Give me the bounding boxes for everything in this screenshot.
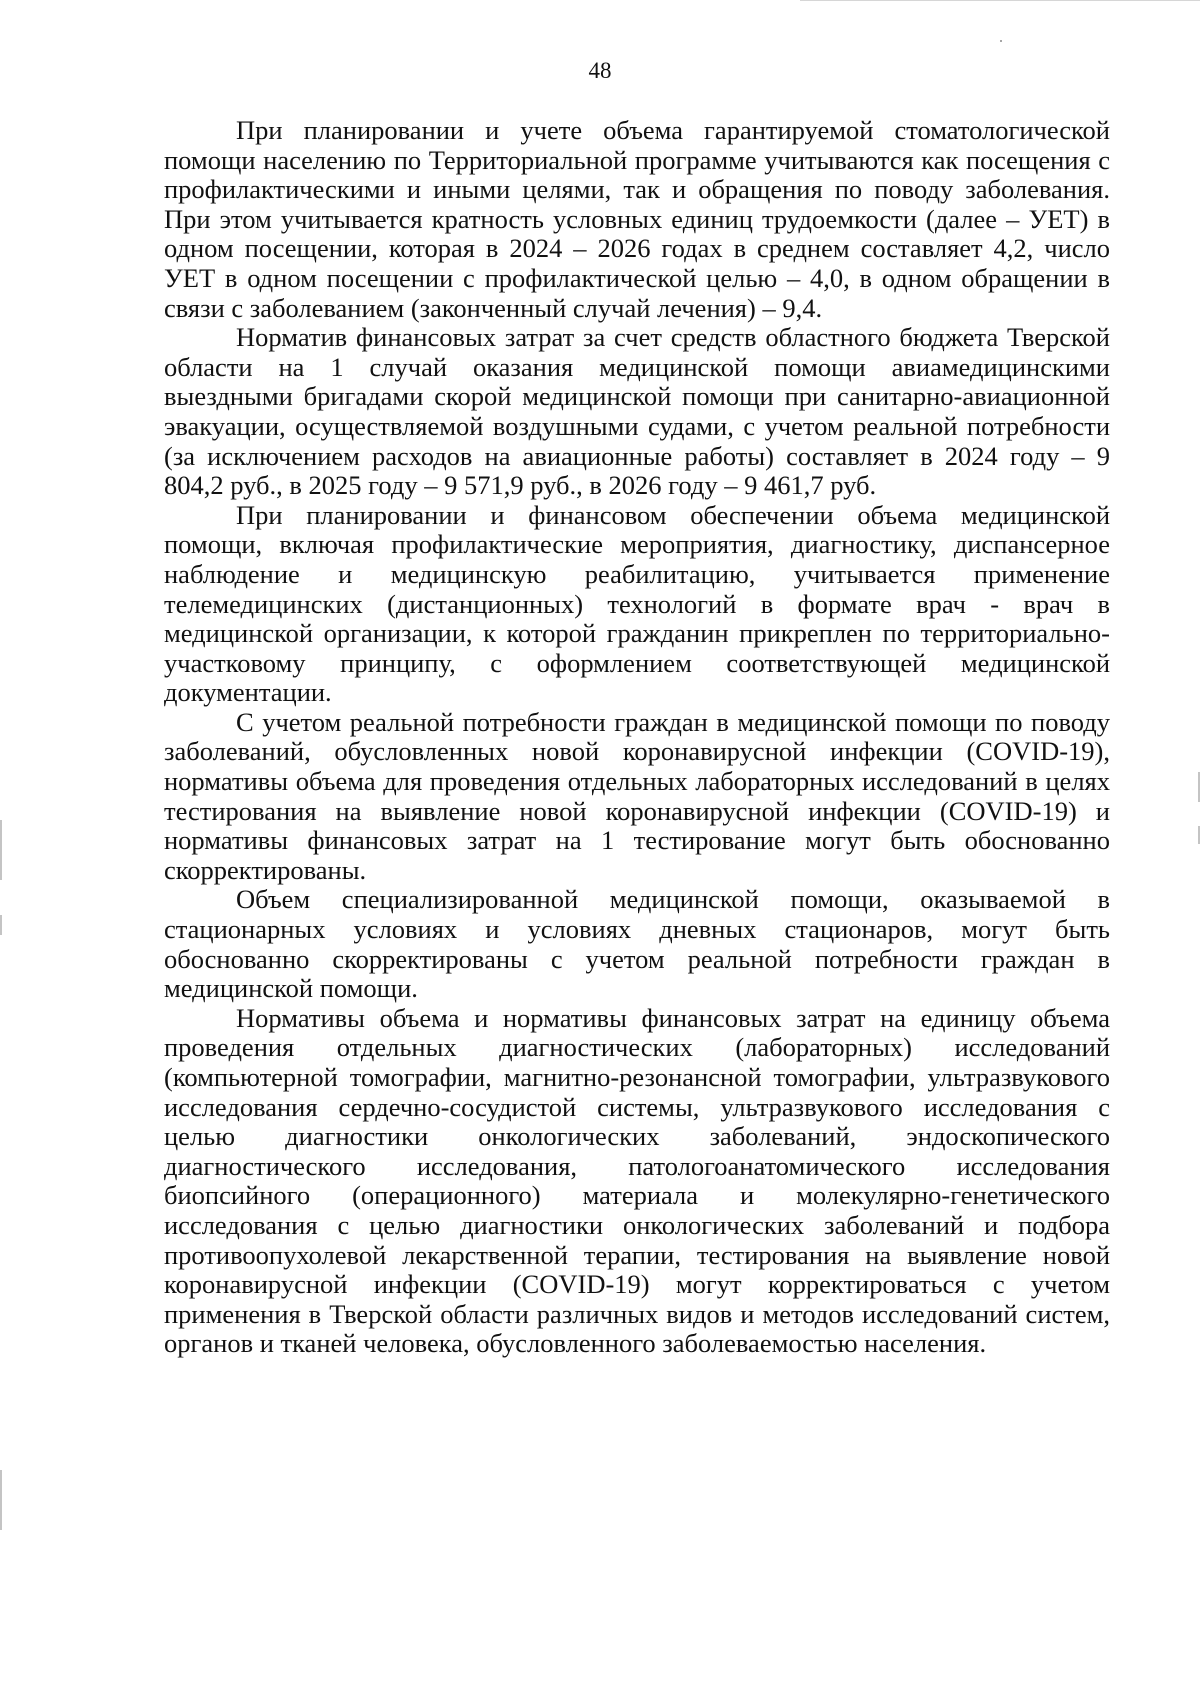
paragraph-specialized-care: Объем специализированной медицинской помощи, оказываемой в стационарных условиях и условиях дневных стационаров, могут быть обоснованно скорректированы с учетом реальной потребности граждан в медицинской помощи. bbox=[164, 884, 1110, 1004]
paragraph-air-ambulance-cost: Норматив финансовых затрат за счет средств областного бюджета Тверской области на 1 случай оказания медицинской помощи авиамедицинскими выездными бригадами скорой медицинской помощи при санитарно-авиационной эвакуации, осуществляемой воздушными судами, с учетом реальной потребности (за исключением расходов на авиационные работы) составляет в 2024 году – 9 804,2 руб., в 2025 году – 9 571,9 руб., в 2026 году – 9 461,7 руб. bbox=[164, 322, 1110, 501]
paragraph-diagnostic-norms: Нормативы объема и нормативы финансовых затрат на единицу объема проведения отдельных диагностических (лабораторных) исследований (компьютерной томографии, магнитно-резонансной томографии, ультразвукового исследования сердечно-сосудистой системы, ультразвукового исследования с целью диагностики онкологических заболеваний, эндоскопического диагностического исследования, патологоанатомического исследования биопсийного (операционного) материала и молекулярно-генетического исследования с целью диагностики онкологических заболеваний и подбора противоопухолевой лекарственной терапии, тестирования на выявление новой коронавирусной инфекции (COVID-19) могут корректироваться с учетом применения в Тверской области различных видов и методов исследований систем, органов и тканей человека, обусловленного заболеваемостью населения. bbox=[164, 1002, 1110, 1359]
document-body bbox=[164, 116, 1110, 1359]
scan-edge-mark bbox=[0, 915, 2, 935]
page-number: 48 bbox=[588, 58, 612, 83]
scan-edge-mark bbox=[0, 820, 2, 880]
scan-edge-mark bbox=[0, 1470, 2, 1530]
scan-edge-line bbox=[800, 0, 1200, 1]
paragraph-covid-testing: С учетом реальной потребности граждан в медицинской помощи по поводу заболеваний, обусловленных новой коронавирусной инфекции (COVID-19), нормативы объема для проведения отдельных лабораторных исследований в целях тестирования на выявление новой коронавирусной инфекции (COVID-19) и нормативы финансовых затрат на 1 тестирование могут быть обоснованно скорректированы. bbox=[164, 706, 1110, 885]
paragraph-telemedicine: При планировании и финансовом обеспечении объема медицинской помощи, включая профилактические мероприятия, диагностику, диспансерное наблюдение и медицинскую реабилитацию, учитывается применение телемедицинских (дистанционных) технологий в формате врач - врач в медицинской организации, к которой гражданин прикреплен по территориально-участковому принципу, с оформлением соответствующей медицинской документации. bbox=[164, 499, 1110, 708]
paragraph-dental-care-uet: При планировании и учете объема гарантируемой стоматологической помощи населению по Территориальной программе учитываются как посещения с профилактическими и иными целями, так и обращения по поводу заболевания. При этом учитывается кратность условных единиц трудоемкости (далее – УЕТ) в одном посещении, которая в 2024 – 2026 годах в среднем составляет 4,2, число УЕТ в одном посещении с профилактической целью – 4,0, в одном обращении в связи с заболеванием (законченный случай лечения) – 9,4. bbox=[164, 115, 1110, 323]
scan-speck bbox=[1000, 40, 1002, 42]
